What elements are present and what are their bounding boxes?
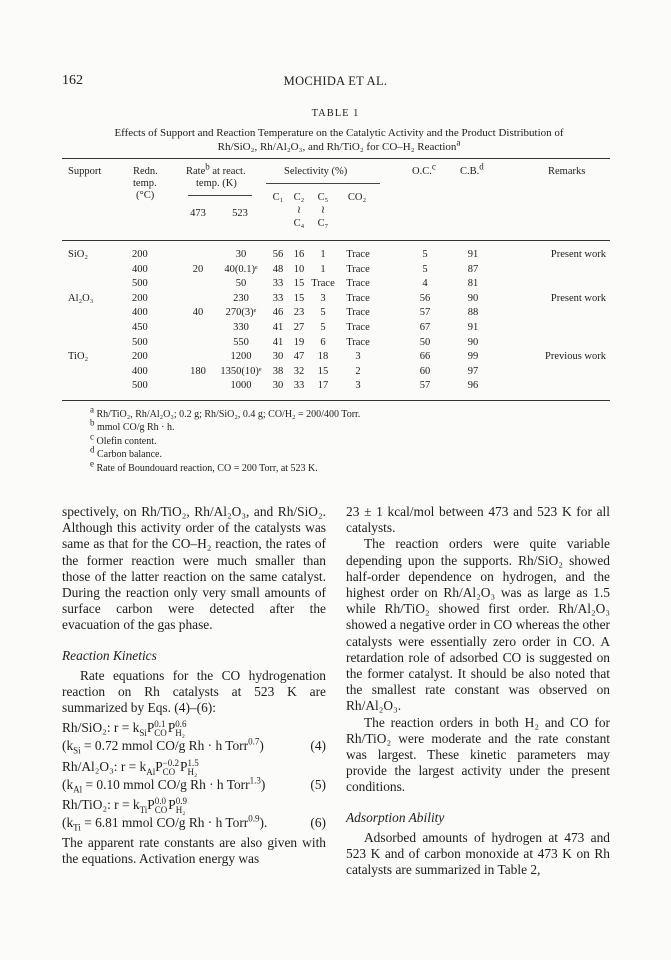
eq6-k-exp: 0.9 bbox=[248, 813, 260, 824]
equation-6-constant bbox=[62, 815, 326, 831]
eq4-p-h2: P bbox=[167, 720, 176, 736]
table-cell-c2c4: 10 bbox=[293, 263, 305, 275]
equation-5-rate bbox=[62, 759, 326, 777]
table-cell-r523: 270(3)ᵉ bbox=[225, 307, 257, 319]
table-cell-c5c7: 1 bbox=[320, 249, 326, 260]
table-cell-cb: 91 bbox=[467, 249, 479, 260]
equation-6-rate bbox=[62, 797, 326, 815]
table-cell-c5c7: 5 bbox=[320, 307, 326, 319]
table-label: TABLE 1 bbox=[311, 108, 360, 119]
table-cell-r473: 40 bbox=[192, 307, 204, 319]
table-footnote bbox=[90, 458, 318, 476]
selectivity-subheader-rule bbox=[266, 183, 380, 184]
table-cell-c5c7: 17 bbox=[317, 380, 329, 392]
eq4-p-co: P bbox=[146, 720, 155, 736]
eq6-p-co: P bbox=[147, 796, 155, 812]
table-cell-r523: 40(0.1)ᵉ bbox=[224, 263, 258, 275]
eq5-k-close: ) bbox=[260, 776, 266, 792]
equation-4-rate bbox=[62, 720, 326, 738]
table-cell-co2: Trace bbox=[346, 292, 370, 304]
table-cell-r473: 20 bbox=[192, 263, 204, 275]
footnote-text: Rate of Boundouard reaction, CO = 200 Torr, at 523 K. bbox=[94, 462, 318, 474]
table-caption-line1: Effects of Support and Reaction Temperature on the Catalytic Activity and the Product Distribution of bbox=[114, 127, 564, 139]
table-cell-cb: 81 bbox=[467, 278, 479, 290]
header-rate-473: 473 bbox=[190, 208, 206, 219]
table-top-rule bbox=[62, 158, 610, 159]
table-cell-cb: 88 bbox=[467, 307, 479, 319]
table-cell-oc: 4 bbox=[422, 278, 428, 290]
table-cell-redn: 400 bbox=[132, 365, 148, 377]
eq5-h2-exp: 1.5 bbox=[187, 757, 199, 768]
eq4-k-close: ) bbox=[259, 738, 264, 754]
eq6-k-close: ). bbox=[259, 814, 268, 830]
table-cell-c2c4: 32 bbox=[293, 365, 305, 377]
eq5-lhs: Rh/Al₂O₃: r = k bbox=[62, 758, 147, 774]
eq4-co-exp: 0.1 bbox=[154, 719, 166, 730]
eq4-h2-script bbox=[175, 720, 186, 738]
table-caption-line2: Rh/SiO₂, Rh/Al₂O₃, and Rh/TiO₂ for CO–H₂ Reaction bbox=[217, 141, 457, 153]
table-cell-co2: 2 bbox=[355, 365, 361, 377]
header-c5: C₅ bbox=[317, 192, 329, 203]
table-cell-c1: 38 bbox=[272, 365, 284, 377]
equation-number-6: (6) bbox=[310, 814, 326, 830]
table-cell-r523: 550 bbox=[233, 336, 249, 348]
table-caption-mark: a bbox=[456, 137, 461, 148]
equation-5-constant bbox=[62, 777, 326, 793]
table-cell-r523: 50 bbox=[235, 278, 247, 290]
header-c2: C₂ bbox=[293, 192, 305, 203]
table-cell-co2: 3 bbox=[355, 351, 361, 363]
table-cell-c1: 48 bbox=[272, 263, 284, 275]
table-cell-c1: 41 bbox=[272, 336, 284, 348]
right-paragraph-3: The reaction orders in both H₂ and CO for Rh/TiO₂ were moderate and the rate constant was largest. These kinetic parameters may provide the largest activity under the present conditions. bbox=[346, 714, 610, 795]
eq4-k-value: = 0.72 mmol CO/g Rh · h Torr bbox=[80, 738, 249, 754]
eq6-k-value: = 6.81 mmol CO/g Rh · h Torr bbox=[80, 814, 249, 830]
table-cell-oc: 57 bbox=[419, 380, 431, 392]
eq4-co-sub: CO bbox=[154, 728, 167, 739]
header-oc-text: O.C. bbox=[412, 166, 432, 177]
left-paragraph-1: spectively, on Rh/TiO₂, Rh/Al₂O₃, and Rh/SiO₂. Although this activity order of the catalysts was same as that for the CO–H₂ reaction, the rates of the former reaction were much smaller than those of the latter reaction on the same catalyst. During the reaction only very small amounts of surface carbon were detected after the evacuation of the gas phase. bbox=[62, 504, 326, 633]
table-cell-c1: 33 bbox=[272, 292, 284, 304]
header-c1: C₁ bbox=[272, 192, 284, 203]
eq6-co-script bbox=[155, 797, 168, 815]
eq6-h2-script bbox=[176, 797, 187, 815]
table-cell-c5c7: Trace bbox=[311, 278, 335, 290]
header-c5-tilde: ≀ bbox=[321, 205, 325, 216]
table-cell-r523: 30 bbox=[235, 249, 247, 260]
table-cell-oc: 50 bbox=[419, 336, 431, 348]
eq6-p-h2: P bbox=[168, 796, 176, 812]
table-cell-co2: Trace bbox=[346, 307, 370, 319]
table-cell-c5c7: 15 bbox=[317, 365, 329, 377]
left-paragraph-2: Rate equations for the CO hydrogenation reaction on Rh catalysts at 523 K are summarized by Eqs. (4)–(6): bbox=[62, 667, 326, 716]
table-cell-oc: 5 bbox=[422, 263, 428, 275]
header-redn-2: temp. bbox=[133, 178, 157, 189]
right-paragraph-1: 23 ± 1 kcal/mol between 473 and 523 K for all catalysts. bbox=[346, 504, 610, 536]
table-cell-remarks: Present work bbox=[550, 249, 606, 260]
table-cell-co2: Trace bbox=[346, 263, 370, 275]
eq6-k-sub: Ti bbox=[139, 804, 148, 815]
table-cell-cb: 90 bbox=[467, 292, 479, 304]
left-column bbox=[62, 504, 326, 867]
table-cell-c2c4: 16 bbox=[293, 249, 305, 260]
table-header-rule bbox=[62, 240, 610, 241]
table-cell-r523: 1000 bbox=[230, 380, 252, 392]
table-cell-c1: 41 bbox=[272, 322, 284, 333]
table-cell-support: Al₂O₃ bbox=[68, 292, 94, 304]
eq4-k-const-sub: Si bbox=[73, 746, 81, 757]
header-c7: C₇ bbox=[317, 218, 329, 229]
eq4-k-sub: Si bbox=[139, 728, 147, 739]
footnote-text: Carbon balance. bbox=[94, 449, 162, 461]
eq5-co-script bbox=[163, 759, 179, 777]
header-co2: CO₂ bbox=[347, 192, 367, 203]
table-cell-redn: 500 bbox=[132, 336, 148, 348]
equation-number-4: (4) bbox=[310, 738, 326, 754]
header-c4: C₄ bbox=[293, 218, 305, 229]
table-cell-c2c4: 27 bbox=[293, 322, 305, 333]
header-oc-mark: c bbox=[431, 161, 436, 172]
table-cell-c5c7: 3 bbox=[320, 292, 326, 304]
eq4-h2-sub: H₂ bbox=[175, 728, 185, 739]
equation-4-constant bbox=[62, 736, 326, 757]
table-cell-cb: 96 bbox=[467, 380, 479, 392]
eq6-co-sub: CO bbox=[154, 804, 168, 815]
right-paragraph-2: The reaction orders were quite variable depending upon the supports. Rh/SiO₂ showed half-order dependence on hydrogen, and the highest order on Rh/Al₂O₃ was as large as 1.5 while Rh/TiO₂ showed first order. Rh/Al₂O₃ showed a negative order in CO whereas the other catalysts were essentially zero order in CO. A retardation role of adsorbed CO is suggested on the former catalyst. It should be also noted that the smallest rate constant was observed on Rh/Al₂O₃. bbox=[346, 536, 611, 714]
table-cell-c1: 46 bbox=[272, 307, 284, 319]
table-cell-redn: 450 bbox=[132, 322, 148, 333]
header-redn-1: Redn. bbox=[133, 166, 158, 177]
table-cell-c1: 30 bbox=[272, 380, 284, 392]
eq5-h2-script bbox=[187, 759, 198, 777]
table-cell-cb: 91 bbox=[467, 322, 479, 333]
footnote-mark: d bbox=[90, 444, 95, 455]
equation-4 bbox=[62, 719, 326, 757]
eq5-k-sub: Al bbox=[146, 766, 156, 777]
footnote-text: Olefin content. bbox=[94, 435, 157, 447]
table-cell-c1: 56 bbox=[272, 249, 284, 260]
eq6-k: (k bbox=[62, 814, 74, 830]
table-footnote bbox=[90, 431, 157, 449]
eq5-k-value: = 0.10 mmol CO/g Rh · h Torr bbox=[82, 776, 250, 792]
eq4-lhs: Rh/SiO₂: r = k bbox=[62, 720, 140, 736]
table-caption bbox=[84, 126, 594, 154]
table-cell-co2: 3 bbox=[355, 380, 361, 392]
header-c2-tilde: ≀ bbox=[297, 205, 301, 216]
table-cell-remarks: Present work bbox=[550, 292, 606, 304]
table-cell-redn: 400 bbox=[132, 307, 148, 319]
header-rate-temp: temp. (K) bbox=[196, 178, 237, 189]
header-cb bbox=[460, 161, 484, 179]
left-paragraph-3: The apparent rate constants are also given with the equations. Activation energy was bbox=[62, 835, 326, 867]
eq4-co-script bbox=[154, 720, 167, 738]
eq5-k-const-sub: Al bbox=[73, 784, 83, 795]
table-cell-oc: 66 bbox=[419, 351, 431, 363]
table-cell-r523: 330 bbox=[233, 322, 249, 333]
footnote-text: mmol CO/g Rh · h. bbox=[94, 422, 175, 434]
footnote-mark: b bbox=[90, 418, 95, 429]
table-cell-oc: 57 bbox=[419, 307, 431, 319]
eq6-co-exp: 0.0 bbox=[154, 795, 166, 806]
section-heading-adsorption-ability: Adsorption Ability bbox=[346, 809, 445, 825]
rate-subheader-rule bbox=[188, 195, 252, 196]
table-cell-redn: 200 bbox=[132, 292, 148, 304]
footnote-mark: e bbox=[90, 458, 94, 469]
table-cell-r523: 1350(10)ᵉ bbox=[220, 365, 262, 377]
table-cell-co2: Trace bbox=[346, 278, 370, 290]
footnote-mark: a bbox=[90, 404, 94, 415]
table-cell-c2c4: 19 bbox=[293, 336, 305, 348]
equation-5 bbox=[62, 759, 326, 793]
table-cell-c2c4: 47 bbox=[293, 351, 305, 363]
table-cell-cb: 99 bbox=[467, 351, 479, 363]
running-head: MOCHIDA ET AL. bbox=[283, 74, 388, 88]
table-cell-r523: 1200 bbox=[230, 351, 252, 363]
table-cell-oc: 67 bbox=[419, 322, 431, 333]
header-oc bbox=[412, 161, 436, 179]
eq6-k-const-sub: Ti bbox=[73, 822, 81, 833]
table-cell-c1: 33 bbox=[272, 278, 284, 290]
table-cell-c5c7: 5 bbox=[320, 322, 326, 333]
table-cell-oc: 60 bbox=[419, 365, 431, 377]
header-cb-mark: d bbox=[479, 161, 484, 172]
right-column bbox=[346, 504, 610, 878]
table-cell-support: SiO₂ bbox=[68, 249, 89, 260]
header-rate-text: Rate bbox=[186, 166, 206, 177]
table-cell-c2c4: 15 bbox=[293, 278, 305, 290]
header-selectivity: Selectivity (%) bbox=[284, 166, 348, 177]
page-number: 162 bbox=[62, 73, 83, 88]
header-rate-text-2: at react. bbox=[209, 166, 246, 177]
table-cell-oc: 5 bbox=[422, 249, 428, 260]
footnote-mark: c bbox=[90, 431, 94, 442]
eq4-k: (k bbox=[62, 738, 74, 754]
table-cell-r523: 230 bbox=[233, 292, 249, 304]
equation-number-5: (5) bbox=[310, 776, 326, 792]
header-support: Support bbox=[68, 166, 102, 177]
table-cell-co2: Trace bbox=[346, 249, 370, 260]
footnote-text: Rh/TiO₂, Rh/Al₂O₃; 0.2 g; Rh/SiO₂, 0.4 g; CO/H₂ = 200/400 Torr. bbox=[94, 409, 361, 420]
header-cb-text: C.B. bbox=[460, 166, 480, 177]
table-bottom-rule bbox=[62, 400, 610, 401]
eq6-h2-sub: H₂ bbox=[175, 804, 186, 815]
right-paragraph-4: Adsorbed amounts of hydrogen at 473 and 523 K and of carbon monoxide at 473 K on Rh catalysts are summarized in Table 2, bbox=[346, 829, 610, 878]
header-rate-523: 523 bbox=[232, 208, 248, 219]
table-cell-redn: 200 bbox=[132, 351, 148, 363]
header-rate-mark: b bbox=[205, 161, 210, 172]
table-cell-support: TiO₂ bbox=[68, 351, 89, 363]
section-heading-reaction-kinetics: Reaction Kinetics bbox=[62, 647, 157, 663]
table-cell-cb: 90 bbox=[467, 336, 479, 348]
eq5-h2-sub: H₂ bbox=[187, 766, 198, 777]
table-cell-c1: 30 bbox=[272, 351, 284, 363]
table-cell-co2: Trace bbox=[346, 336, 370, 348]
eq4-k-exp: 0.7 bbox=[248, 736, 260, 747]
table-footnote bbox=[90, 444, 162, 462]
table-cell-c2c4: 15 bbox=[293, 292, 305, 304]
eq6-lhs: Rh/TiO₂: r = k bbox=[62, 796, 140, 812]
header-redn-3: (°C) bbox=[136, 190, 155, 201]
table-cell-redn: 400 bbox=[132, 263, 148, 275]
table-cell-c5c7: 18 bbox=[317, 351, 329, 363]
table-cell-oc: 56 bbox=[419, 292, 431, 304]
table-cell-c5c7: 1 bbox=[320, 263, 326, 275]
eq5-co-sub: CO bbox=[162, 766, 176, 777]
table-cell-c5c7: 6 bbox=[320, 336, 326, 348]
table-cell-redn: 500 bbox=[132, 380, 148, 392]
table-footnote bbox=[90, 418, 175, 435]
eq5-k-exp: 1.3 bbox=[249, 775, 261, 786]
header-rate bbox=[186, 161, 246, 179]
eq5-k: (k bbox=[62, 776, 74, 792]
table-cell-co2: Trace bbox=[346, 322, 370, 333]
equation-6 bbox=[62, 797, 326, 831]
table-cell-cb: 97 bbox=[467, 365, 479, 377]
table-cell-redn: 200 bbox=[132, 249, 148, 260]
table-cell-r473: 180 bbox=[190, 365, 206, 377]
eq5-co-exp: −0.2 bbox=[162, 757, 179, 768]
table-cell-redn: 500 bbox=[132, 278, 148, 290]
eq5-p-co: P bbox=[155, 758, 163, 774]
table-footnote bbox=[90, 404, 361, 422]
table-cell-c2c4: 33 bbox=[293, 380, 305, 392]
table-cell-remarks: Previous work bbox=[545, 351, 606, 363]
eq5-p-h2: P bbox=[180, 758, 188, 774]
eq4-h2-exp: 0.6 bbox=[175, 719, 187, 730]
eq6-h2-exp: 0.9 bbox=[175, 795, 187, 806]
header-remarks: Remarks bbox=[548, 166, 586, 177]
table-cell-c2c4: 23 bbox=[293, 307, 305, 319]
table-cell-cb: 87 bbox=[467, 263, 479, 275]
